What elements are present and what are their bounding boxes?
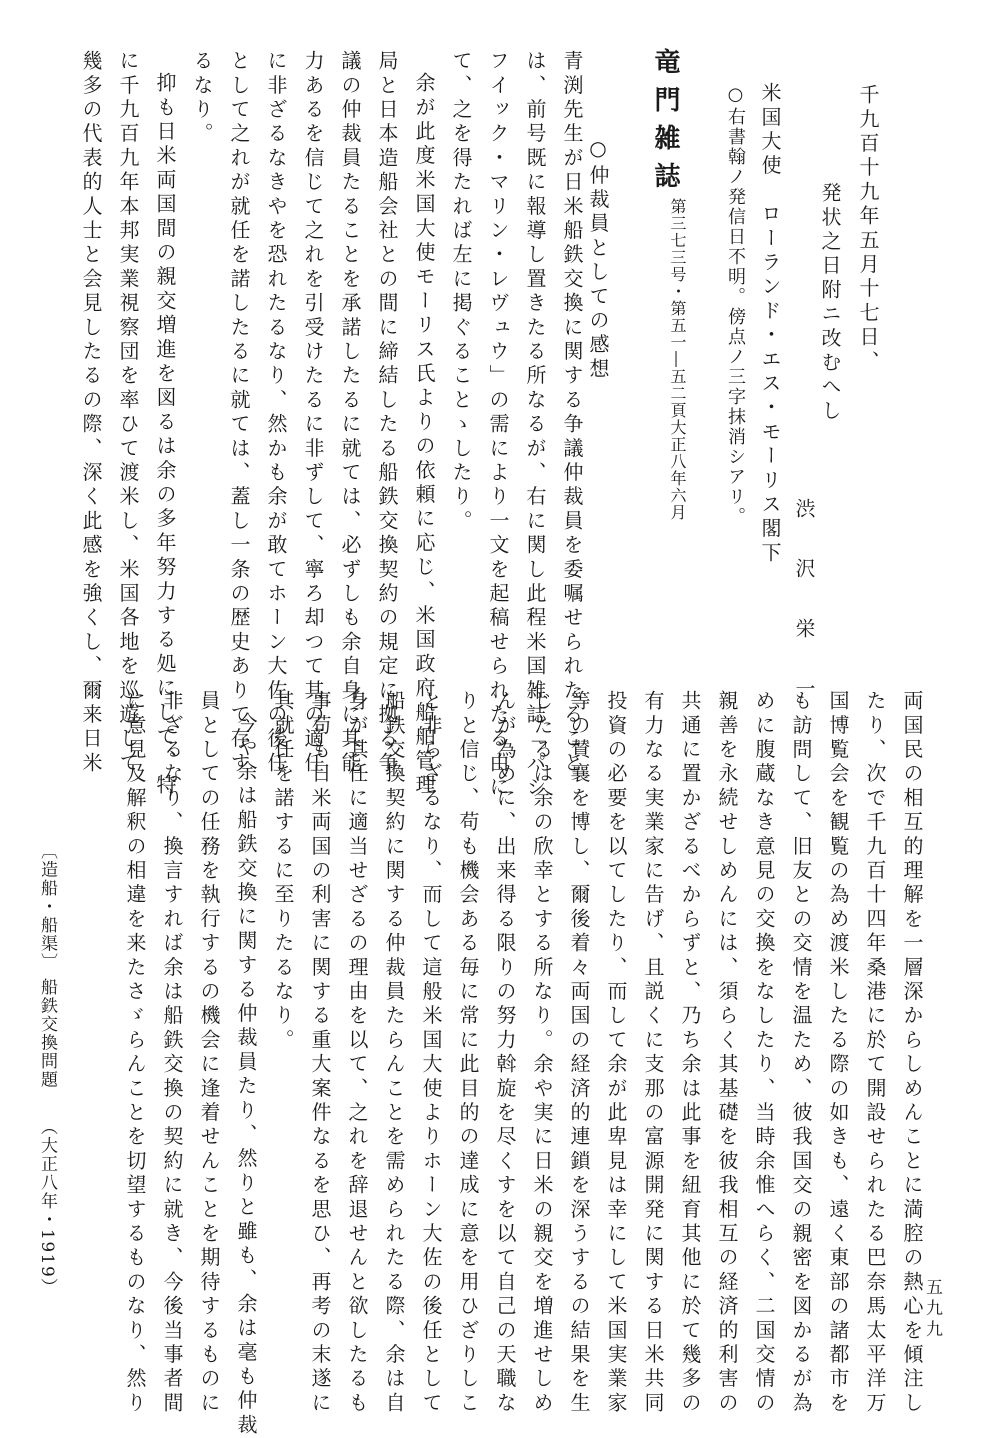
body-top-line: 議の仲裁員たることを承諾したるに就ては、必ずしも余自身に其能: [338, 50, 362, 776]
body-bottom-line: りと信じ、苟も機会ある毎に常に此目的の達成に意を用ひざりしこ: [456, 690, 480, 1416]
letter-addressee: 米国大使 ローランド・エス・モーリス閣下: [758, 82, 782, 566]
body-bottom-line: んが為めに、出来得る限りの努力斡旋を尽くすを以て自己の天職な: [493, 690, 517, 1416]
body-bottom-line: も訪問して、旧友との交情を温ため、彼我国交の親密を図かるが為: [789, 690, 813, 1416]
body-bottom-line: 両国民の相互的理解を一層深からしめんことに満腔の熱心を傾注し: [900, 690, 924, 1416]
body-bottom-line: 有力なる実業家に告げ、且説くに支那の富源開発に関する日米共同: [641, 690, 665, 1416]
body-bottom-line: 親善を永続せしめんには、須らく其基礎を彼我相互の経済的利害の: [715, 690, 739, 1416]
body-top-line: て、之を得たれば左に掲ぐることゝしたり。: [449, 50, 473, 534]
journal-issue-line2: 大正八年六月: [668, 419, 687, 521]
letter-signer: 渋 沢 栄 一: [792, 498, 816, 708]
body-bottom-line: めに腹蔵なき意見の交換をなしたり、当時余惟へらく、二国交情の: [752, 690, 776, 1416]
body-bottom-line: 国博覧会を観覧の為め渡米したる際の如きも、遠く東部の諸都市を: [826, 690, 850, 1416]
body-bottom-line: 投資の必要を以てしたり、而して余が此卑見は幸にして米国実業家: [604, 690, 628, 1416]
body-bottom-line: 今や余は船鉄交換に関する仲裁員たり、然りと雖も、余は毫も仲裁: [234, 712, 258, 1438]
body-bottom-line: 船鉄交換契約に関する仲裁員たらんことを需められたる際、余は自: [382, 690, 406, 1416]
letter-note: ○右書翰ノ発信日不明。傍点ノ三字抹消シアリ。: [725, 84, 746, 527]
body-bottom-line: 非ざるなり、換言すれば余は船鉄交換の契約に就き、今後当事者間: [160, 690, 184, 1416]
body-top-line: に非ざるなきやを恐れたるなり、然かも余が敢てホーン大佐の後任: [264, 50, 288, 776]
journal-issue-line1: 第三七三号・第五一―五二頁: [668, 198, 687, 419]
letter-date: 千九百十九年五月十七日、: [856, 84, 880, 375]
section-heading: ○仲裁員としての感想: [586, 136, 610, 382]
body-bottom-line: に意見及解釈の相違を来たさゞらんことを切望するものなり、然り: [123, 690, 147, 1416]
letter-send-note: 発状之日附ニ改むへし: [818, 182, 842, 424]
body-bottom-line: 員としての任務を執行するの機会に逢着せんことを期待するものに: [197, 690, 221, 1416]
body-top-line: として之れが就任を諾したるに就ては、蓋し一条の歴史ありて存す: [227, 50, 251, 776]
body-top-line: フイック・マリン・レヴュウ」の需により一文を起稿せられたる由に: [486, 50, 510, 801]
body-bottom-line: 等の賛襄を博し、爾後着々両国の経済的連鎖を深うするの結果を生: [567, 690, 591, 1416]
journal-issue: [646, 198, 686, 521]
body-top-line: 余が此度米国大使モーリス氏よりの依頼に応じ、米国政府船舶管理: [412, 72, 436, 798]
footer-year: （大正八年・1919）: [37, 1118, 57, 1297]
body-bottom-line: たり、次で千九百十四年桑港に於て開設せられたる巴奈馬太平洋万: [863, 690, 887, 1416]
body-bottom-line: 身が其任に適当せざるの理由を以て、之れを辞退せんと欲したるも: [345, 690, 369, 1416]
body-top-line: 抑も日米両国間の親交増進を図るは余の多年努力する処にして、特: [153, 72, 177, 798]
body-bottom-line: じたるは余の欣幸とする所なり。余や実に日米の親交を増進せしめ: [530, 690, 554, 1416]
body-top-line: 青渕先生が日米船鉄交換に関する争議仲裁員を委嘱せられたること: [560, 50, 584, 776]
body-top-line: は、前号既に報導し置きたる所なるが、右に関し此程米国雑誌「パシ: [523, 50, 547, 801]
page-number: 五九九: [922, 1278, 942, 1341]
footer-section: 〔造船・船渠〕: [37, 842, 57, 972]
body-top-line: に千九百九年本邦実業視察団を率ひて渡米し、米国各地を巡遊して: [116, 50, 140, 776]
body-bottom-line: 事苟も日米両国の利害に関する重大案件なるを思ひ、再考の末遂に: [308, 690, 332, 1416]
body-bottom-line: 共通に置かざるべからずと、乃ち余は此事を紐育其他に於て幾多の: [678, 690, 702, 1417]
footer-topic: 船鉄交換問題: [37, 978, 57, 1089]
body-bottom-line: 其就任を諾するに至りたるなり。: [271, 690, 295, 1053]
body-bottom-line: と非らざるなり、而して這般米国大使よりホーン大佐の後任として: [419, 690, 443, 1416]
body-top-line: 力あるを信じて之れを引受けたるに非ずして、寧ろ却つて其の適任: [301, 50, 325, 776]
body-top-line: 幾多の代表的人士と会見したるの際、深く此感を強くし、爾来日米: [79, 50, 103, 776]
body-top-line: 局と日本造船会社との間に締結したる船鉄交換契約の規定に拠る争: [375, 50, 399, 776]
body-top-line: るなり。: [190, 50, 214, 147]
journal-title: 竜門雑誌: [650, 48, 680, 200]
